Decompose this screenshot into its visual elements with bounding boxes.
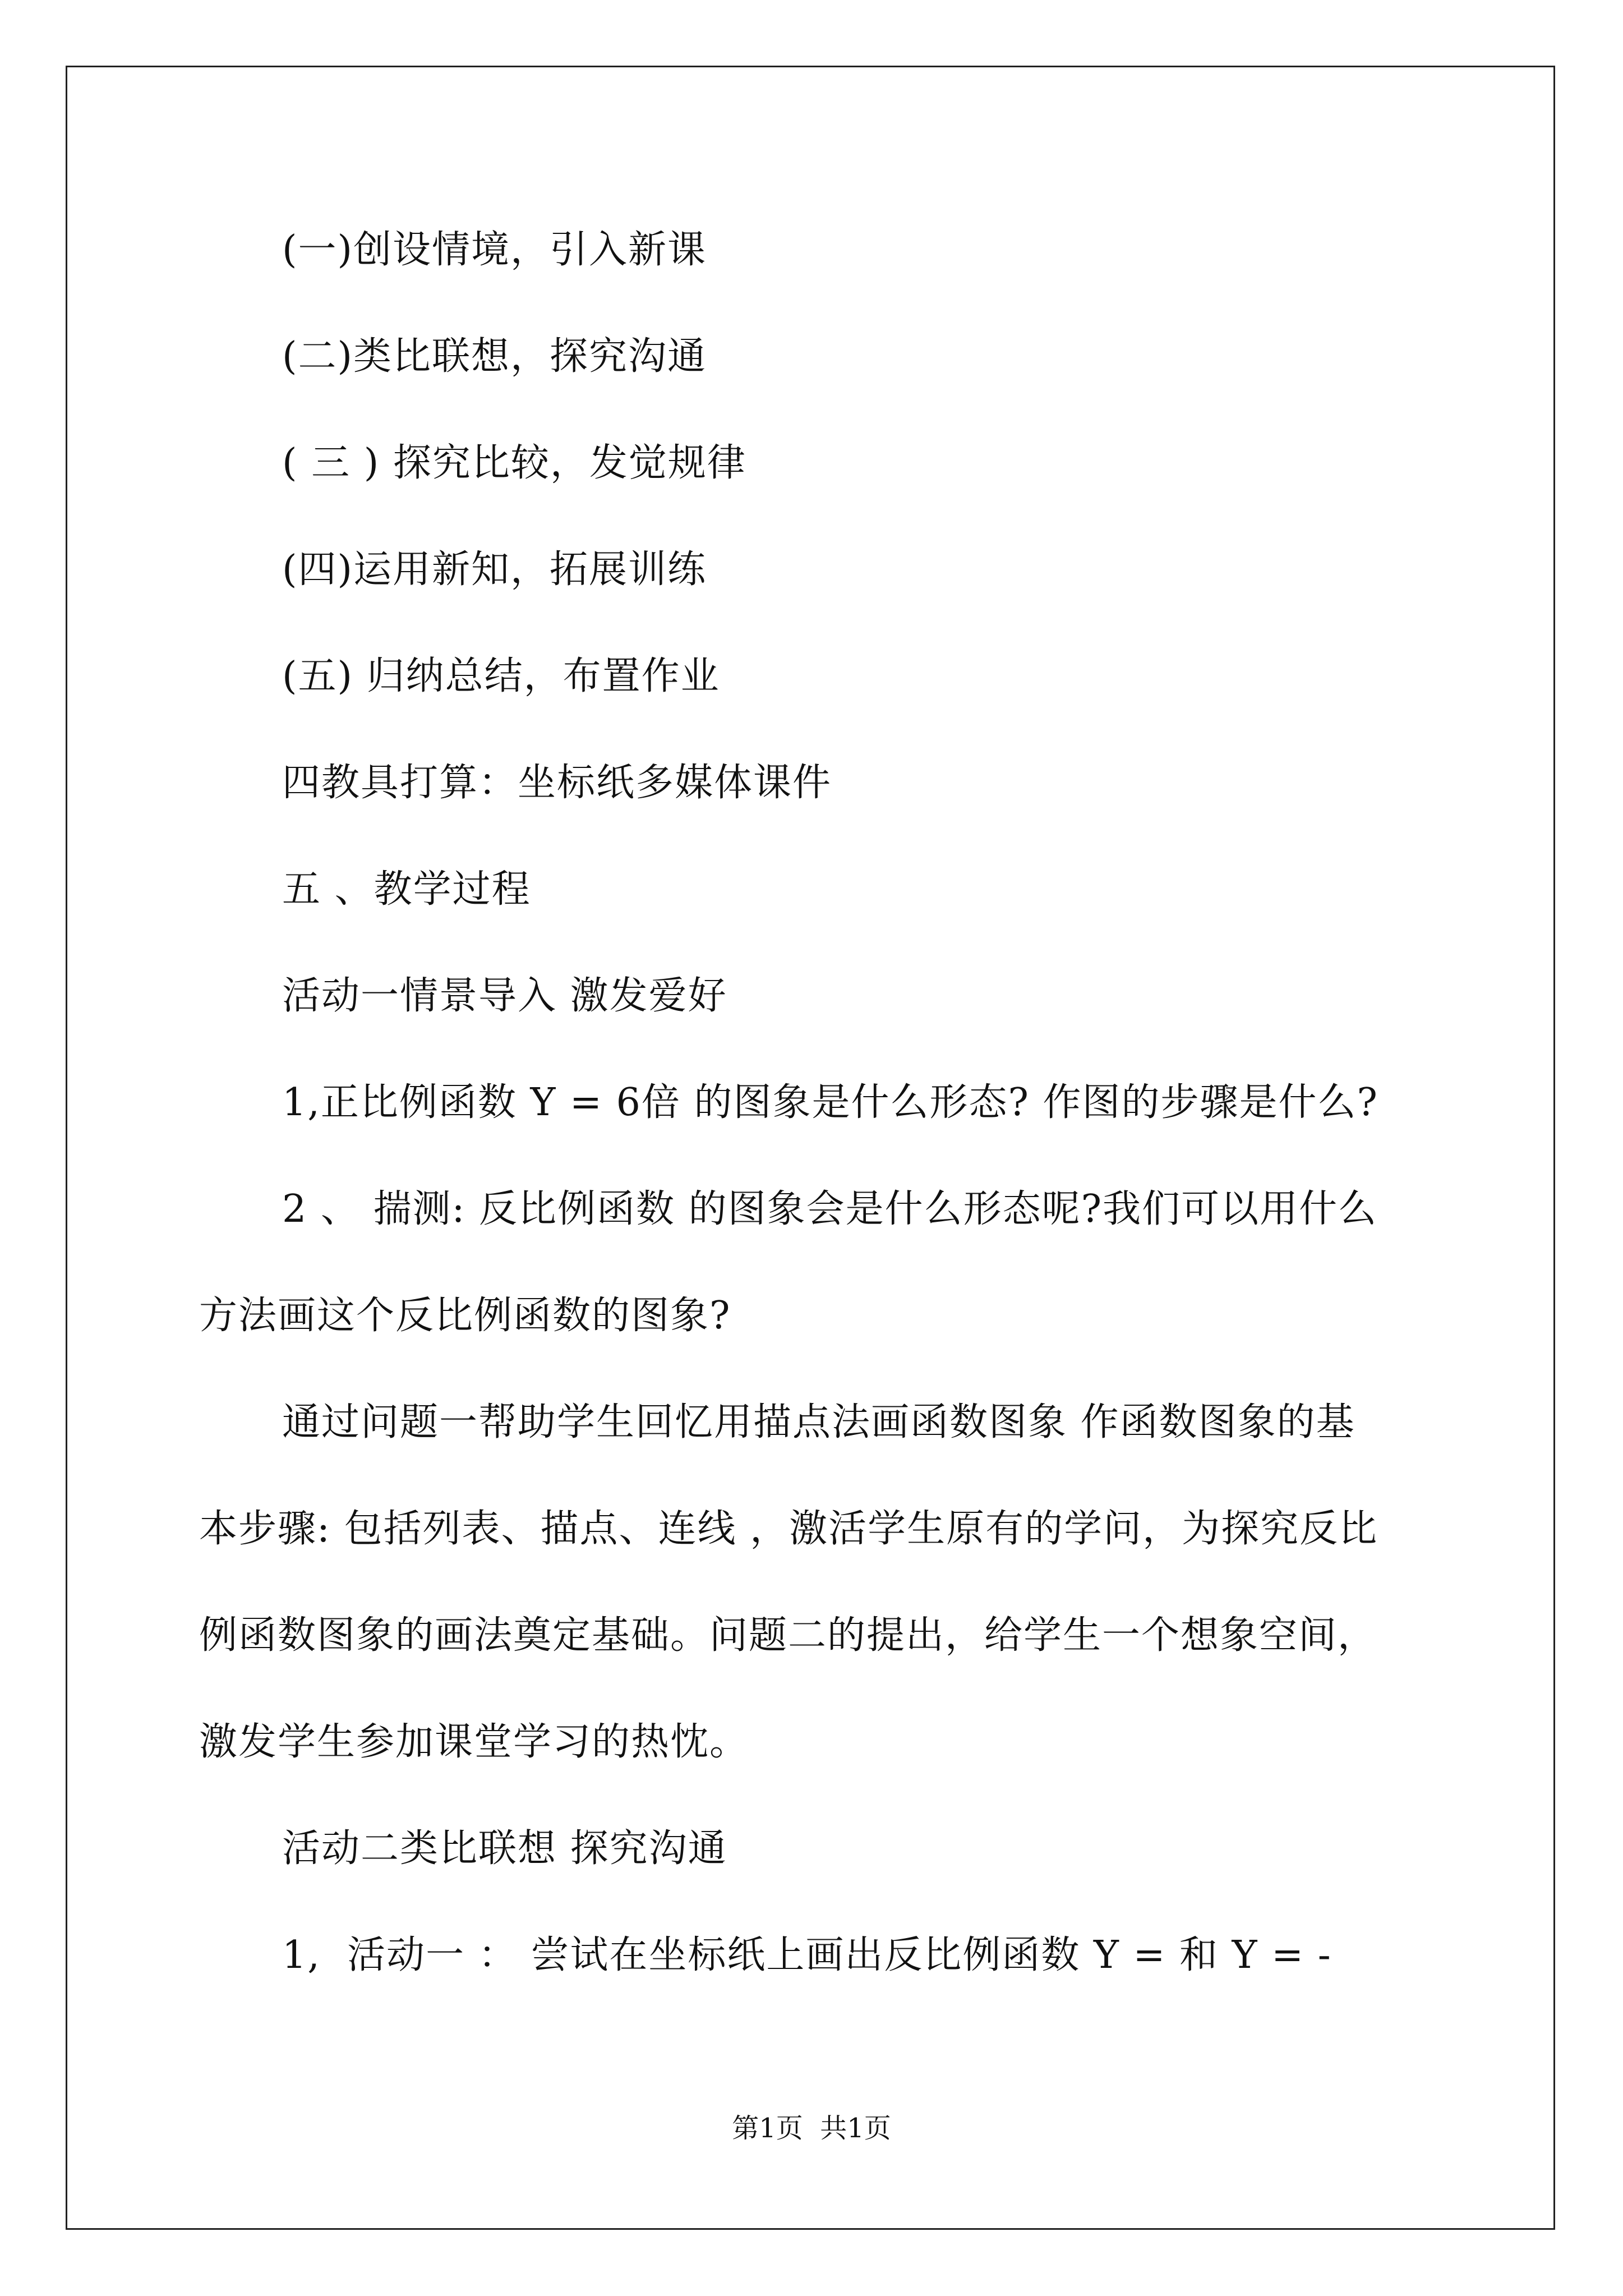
page-border	[66, 66, 1555, 2230]
paragraph-line-3: 例函数图象的画法奠定基础。问题二的提出，给学生一个想象空间，	[199, 1613, 1377, 1658]
question-one: 1,正比例函数 Y = 6倍 的图象是什么形态? 作图的步骤是什么?	[282, 1080, 1379, 1125]
outline-item-1: (一)创设情境，引入新课	[282, 228, 707, 272]
activity-one-heading: 活动一情景导入 激发爱好	[282, 974, 727, 1018]
question-two-part-1: 2 、 揣测: 反比例函数 的图象会是什么形态呢?我们可以用什么	[282, 1187, 1378, 1231]
paragraph-line-1: 通过问题一帮助学生回忆用描点法画函数图象 作函数图象的基	[282, 1400, 1355, 1444]
paragraph-line-4: 激发学生参加课堂学习的热忱。	[199, 1720, 749, 1764]
question-two-part-2: 方法画这个反比例函数的图象?	[199, 1294, 731, 1338]
page-footer: 第1页 共1页	[732, 2113, 891, 2144]
outline-item-2: (二)类比联想，探究沟通	[282, 334, 707, 379]
outline-item-5: (五) 归纳总结，布置作业	[282, 654, 720, 698]
activity-two-heading: 活动二类比联想 探究沟通	[282, 1826, 727, 1871]
activity-two-task: 1, 活动一 ： 尝试在坐标纸上画出反比例函数 Y = 和 Y = -	[282, 1933, 1332, 1977]
paragraph-line-2: 本步骤: 包括列表、描点、连线 ，激活学生原有的学问，为探究反比	[199, 1507, 1378, 1551]
outline-item-3: ( 三 ) 探究比较，发觉规律	[282, 441, 746, 485]
section-heading-teaching-process: 五 、教学过程	[282, 867, 531, 912]
teaching-aids-line: 四教具打算：坐标纸多媒体课件	[282, 761, 832, 805]
outline-item-4: (四)运用新知，拓展训练	[282, 547, 707, 592]
